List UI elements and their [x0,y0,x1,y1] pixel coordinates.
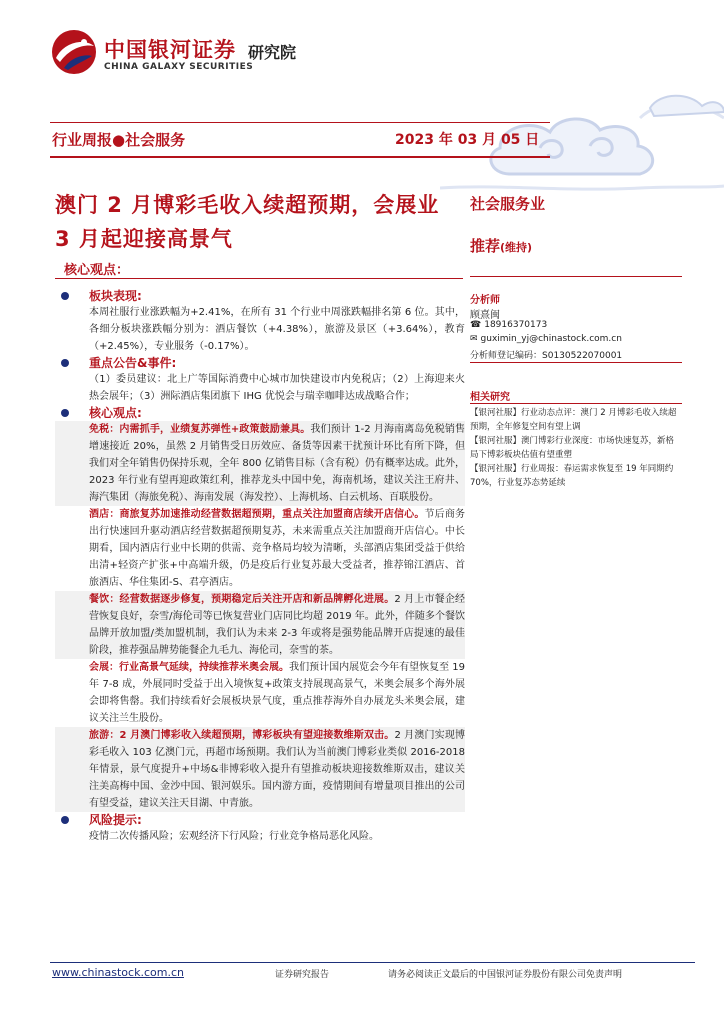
bullet-icon [61,409,69,417]
report-type: 行业周报●社会服务 [52,131,186,149]
section-heading: 风险提示: [55,812,465,828]
footer-disclaimer: 请务必阅读正文最后的中国银河证券股份有限公司免责声明 [388,970,623,980]
sidebar-rule-top [470,276,682,277]
related-rule [470,403,682,404]
report-date: 2023 年 03 月 05 日 [395,132,540,148]
analyst-registration: 分析师登记编码：S0130522070001 [470,351,623,361]
footer-url-link[interactable]: www.chinastock.com.cn [52,966,184,979]
brand-name-cn: 中国银河证券 [104,38,236,62]
analyst-name: 顾熹闽 [470,310,500,321]
section-heading: 重点公告&事件: [55,355,465,371]
paragraph-catering: 餐饮：经营数据逐步修复，预期稳定后关注开店和新品牌孵化进展。2 月上市餐企经营恢复良好，奈雪/海伦司等已恢复营业门店同比均超 2019 年。此外，伴随多个餐饮品牌开放加盟/类加盟机制，我们认为未来 2-3 年或将是强势能品牌开店提速的最佳阶段，推荐强品牌势能餐企九毛九、海伦司，奈雪的茶。 [55,591,465,659]
footer-rule [50,962,695,963]
section-paragraph: 本周社服行业涨跌幅为+2.41%，在所有 31 个行业中周涨跌幅排名第 6 位。其中，各细分板块涨跌幅分别为：酒店餐饮（+4.38%），旅游及景区（+3.64%），教育（+2.45%），专业服务（-0.17%）。 [89,307,465,352]
paragraph-tourism: 旅游：2 月澳门博彩收入续超预期，博彩板块有望迎接数维斯双击。2 月澳门实现博彩毛收入 103 亿澳门元，再超市场预期。我们认为当前澳门博彩业类似 2016-2018 年情景，景气度提升+中场&非博彩收入提升有望推动板块迎接数维斯双击，建议关注美高梅中国、金沙中国、银河娱乐。国内游方面，疫情期间有增量项目推出的公司有望受益，建议关注天目湖、中青旅。 [55,727,465,812]
sidebar-rule-mid [470,362,682,363]
section-announcements [55,355,465,405]
section-heading: 板块表现: [55,288,465,304]
bullet-icon [61,816,69,824]
rating [470,235,532,256]
related-research-list [470,406,682,490]
paragraph-hotel: 酒店：商旅复苏加速推动经营数据超预期，重点关注加盟商店续开店信心。节后商务出行快速回升驱动酒店经营数据超预期复苏，未来需重点关注加盟商开店信心。中长期看，国内酒店行业中长期的供需、竞争格局均较为清晰，头部酒店集团受益于供给出清+轻资产扩张+中高端升级，仍是疫后行业复苏最大受益者，推荐锦江酒店、首旅酒店、华住集团-S、君亭酒店。 [89,509,466,588]
footer-doc-type: 证券研究报告 [275,970,330,980]
section-paragraph: （1）委员建议：北上广等国际消费中心城市加快建设市内免税店；（2）上海迎来火热会展年；（3）洲际酒店集团旗下 IHG 优悦会与瑞幸咖啡达成战略合作； [89,374,465,402]
related-item[interactable]: 【银河社服】澳门博彩行业深度：市场快速复苏，新格局下博彩板块估值有望重塑 [470,436,675,460]
section-paragraph: 疫情二次传播风险；宏观经济下行风险；行业竞争格局恶化风险。 [89,831,379,842]
section-core-views [55,405,465,812]
paragraph-duty-free: 免税：内需抓手，业绩复苏弹性+政策鼓励兼具。我们预计 1-2 月海南离岛免税销售增速接近 20%，虽然 2 月销售受日历效应、备货等因素干扰预计环比有所下降，但我们对全年销售仍保持乐观，全年 800 亿销售目标（含有税）仍有概率达成。此外，2023 年行业有望再迎政策红利，推荐龙头中国中免，海南机场，建议关注王府井、海汽集团（海旅免税）、海南发展（海发控）、上海机场、白云机场、百联股份。 [55,421,465,506]
paragraph-exhibition: 会展：行业高景气延续，持续推荐米奥会展。我们预计国内展览会今年有望恢复至 19 年 7-8 成，外展同时受益于出入境恢复+政策支持展现高景气，米奥会展多个海外展会即将售罄。我们持续看好会展板块景气度，重点推荐海外自办展龙头米奥会展，建议关注兰生股份。 [89,662,466,724]
analyst-title: 分析师 [470,295,500,306]
header-rule-bottom [50,156,550,158]
rating-note: (维持) [500,241,533,254]
brand-name-en: CHINA GALAXY SECURITIES [104,62,254,72]
brand-institute: 研究院 [248,43,297,62]
analyst-email[interactable]: ✉ guximin_yj@chinastock.com.cn [470,334,622,344]
rating-label: 推荐 [470,237,501,255]
main-content [55,288,465,845]
section-heading: 核心观点: [55,405,465,421]
section-performance [55,288,465,355]
bullet-icon [61,359,69,367]
sector-name: 社会服务业 [470,195,546,213]
core-views-title: 核心观点： [64,263,130,278]
section-risks [55,812,465,845]
analyst-phone: ☎ 18916370173 [470,320,548,330]
related-item[interactable]: 【银河社服】行业动态点评：澳门 2 月博彩毛收入续超预期，全年修复空间有望上调 [470,408,677,432]
phone-icon: ☎ [470,320,482,330]
related-item[interactable]: 【银河社服】行业周报：春运需求恢复至 19 年同期约 70%，行业复苏态势延续 [470,464,674,488]
bullet-icon [61,292,69,300]
galaxy-logo-icon [50,28,98,76]
mail-icon: ✉ [470,334,478,344]
report-title: 澳门 2 月博彩毛收入续超预期，会展业 3 月起迎接高景气 [55,193,440,251]
header-rule-top [50,122,550,123]
related-research-title: 相关研究 [470,392,510,403]
core-rule [55,278,463,279]
